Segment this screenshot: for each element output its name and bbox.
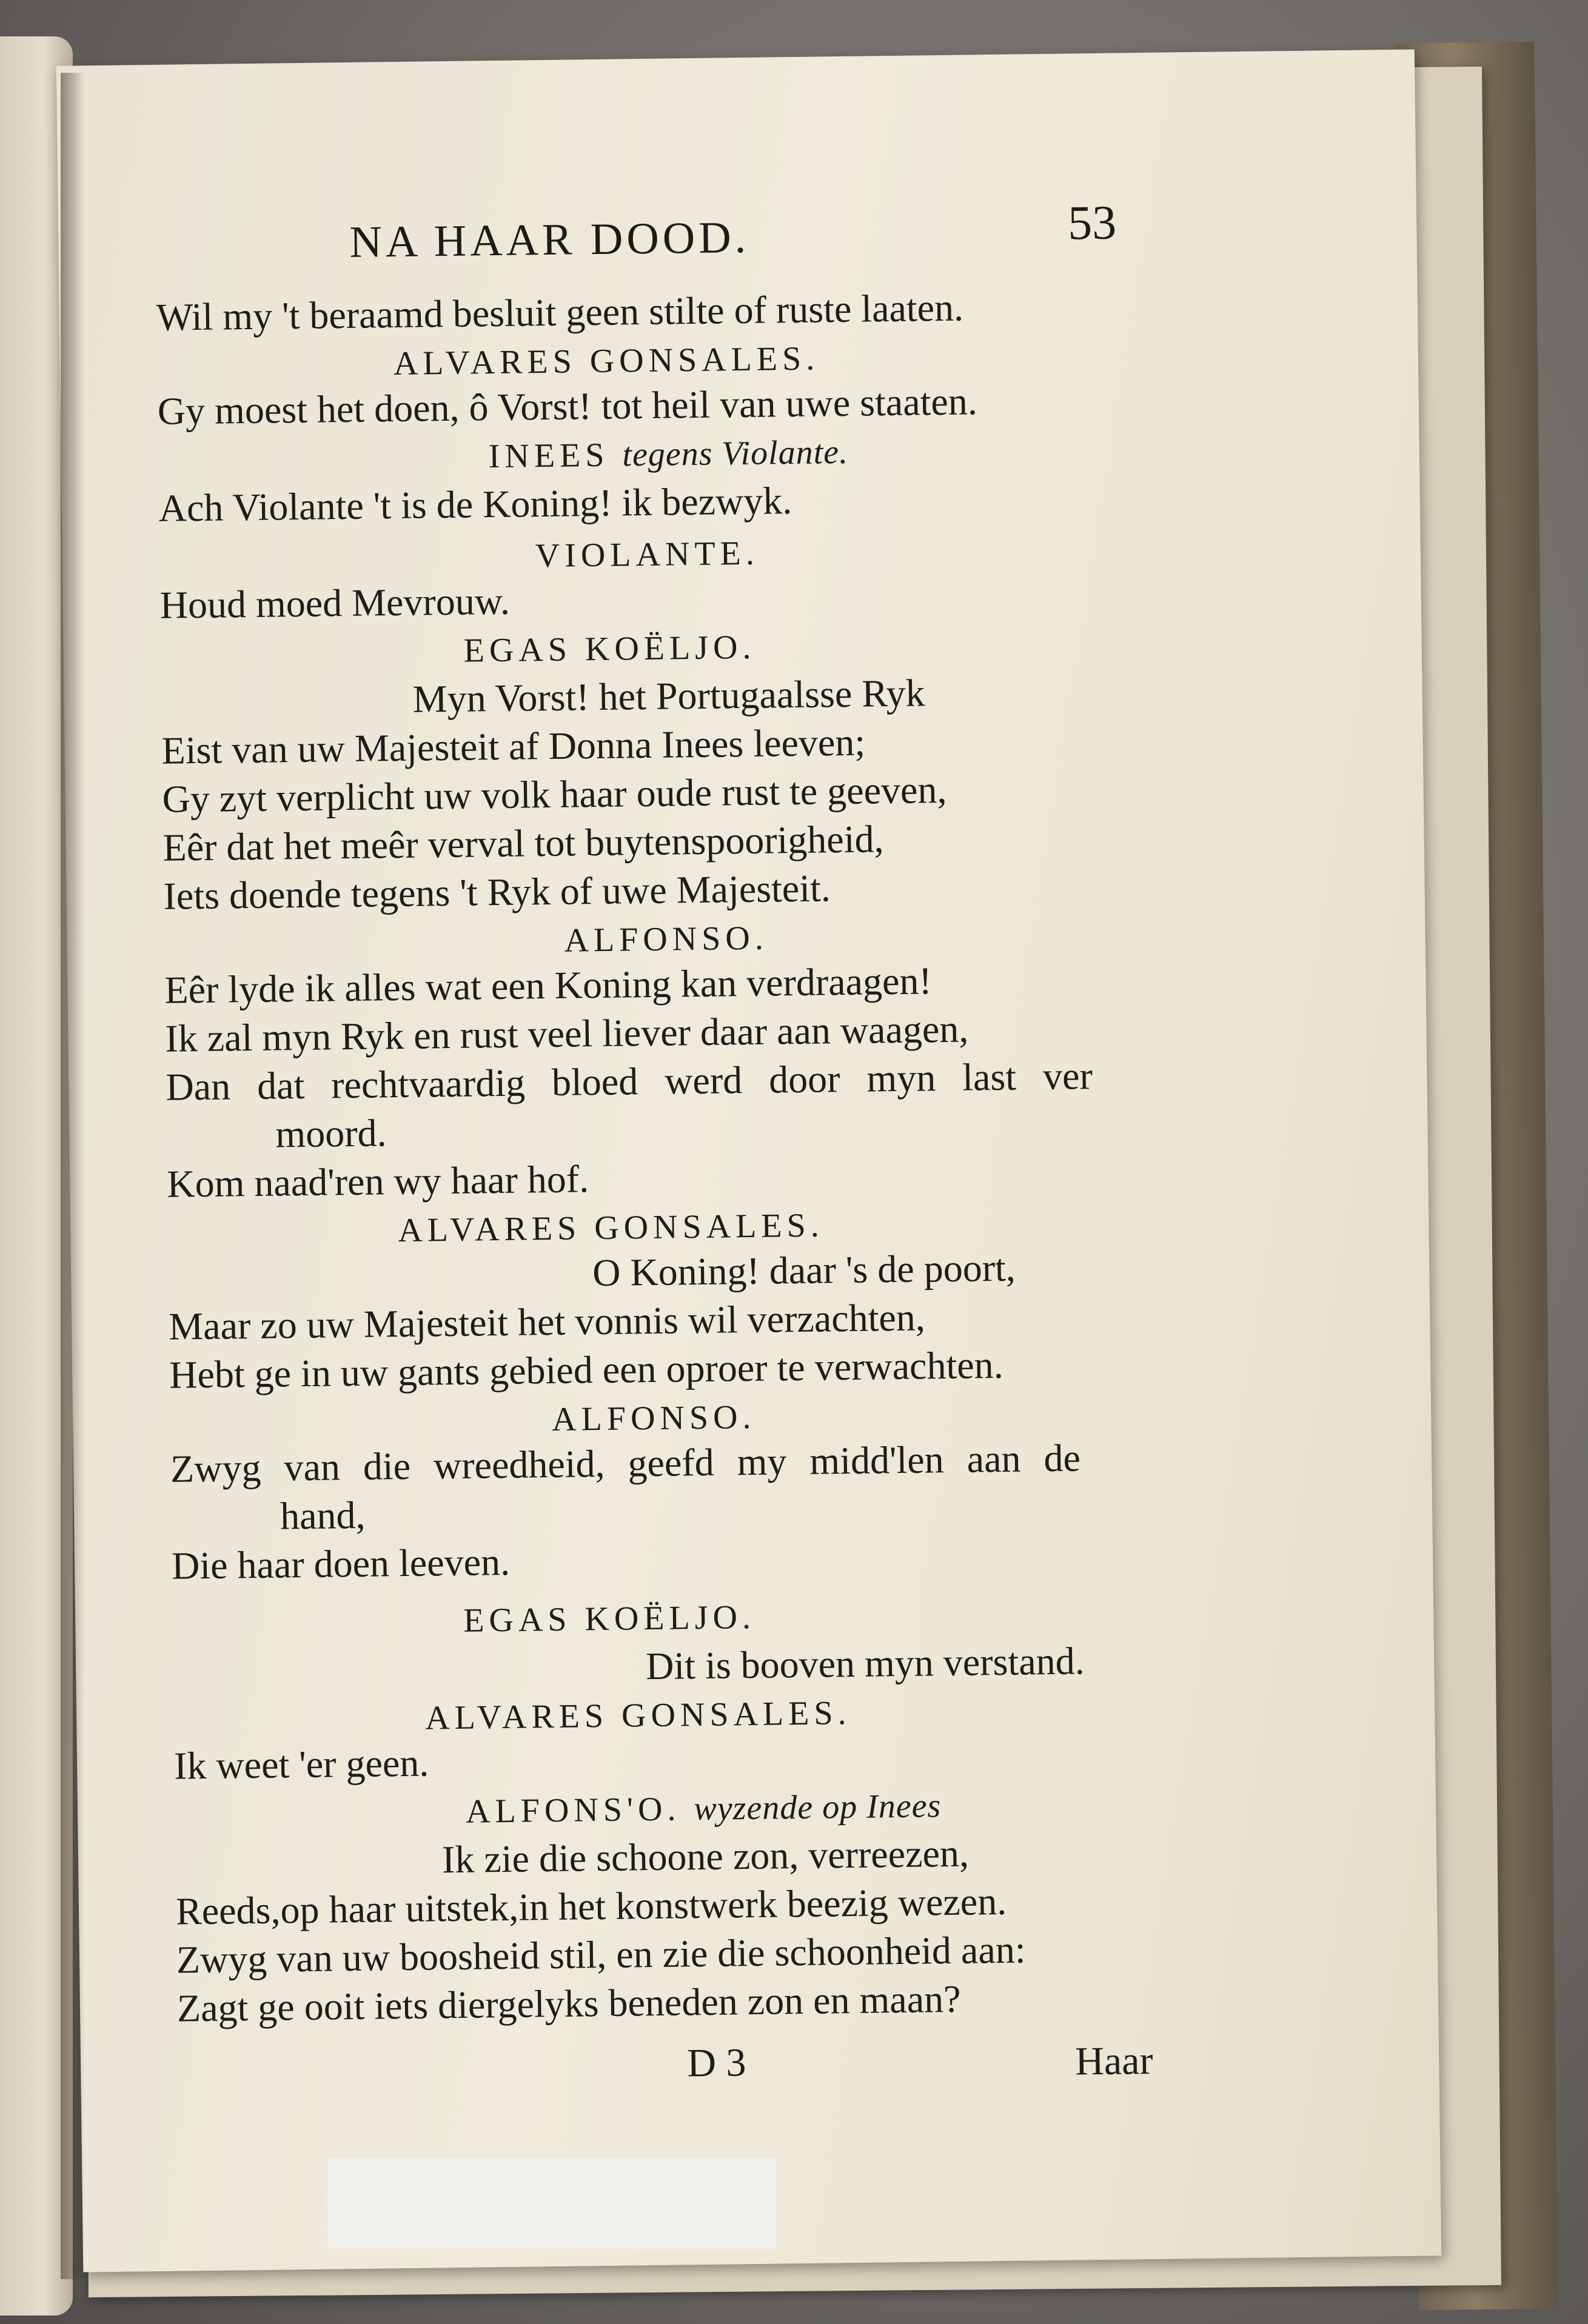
verse-line: Eêr dat het meêr verval tot buytenspoorigheid, xyxy=(162,817,884,869)
speaker-heading: ALVARES GONSALES. xyxy=(393,339,820,383)
spine-shadow xyxy=(61,73,85,2279)
verse-line: Zwyg van uw boosheid stil, en zie die schoonheid aan: xyxy=(176,1928,1026,1982)
verse-line: Gy zyt verplicht uw volk haar oude rust te geeven, xyxy=(162,767,947,821)
speaker-heading: ALVARES GONSALES. xyxy=(397,1206,825,1250)
redaction-patch xyxy=(327,2158,776,2249)
verse-line: Dit is booven myn verstand. xyxy=(645,1639,1085,1688)
verse-line: Houd moed Mevrouw. xyxy=(159,579,511,627)
speaker-name: INEES xyxy=(488,436,609,476)
verse-line: Zagt ge ooit iets diergelyks beneden zon en maan? xyxy=(176,1977,961,2030)
verse-line: Eêr lyde ik alles wat een Koning kan verdraagen! xyxy=(164,959,933,1012)
verse-line: Eist van uw Majesteit af Donna Inees leeven; xyxy=(161,720,866,772)
speaker-name: ALFONS'O. xyxy=(465,1790,681,1831)
speaker-heading xyxy=(466,1789,942,1829)
speaker-heading: ALFONSO. xyxy=(551,1398,756,1438)
stage-direction: wyzende op Inees xyxy=(694,1787,942,1828)
verse-line: Dan dat rechtvaardig bloed werd door myn last ver xyxy=(166,1054,1093,1109)
speaker-heading: ALFONSO. xyxy=(564,919,769,960)
verse-line: moord. xyxy=(275,1111,387,1156)
verse-line: Wil my 't beraamd besluit geen stilte of ruste laaten. xyxy=(156,285,964,339)
verse-line: Ik zal myn Ryk en rust veel liever daar aan waagen, xyxy=(165,1007,969,1060)
verse-line: O Koning! daar 's de poort, xyxy=(592,1246,1016,1295)
stage-direction: tegens Violante. xyxy=(622,433,849,474)
verse-line: Hebt ge in uw gants gebied een oproer te verwachten. xyxy=(169,1343,1004,1397)
book-page xyxy=(56,49,1441,2272)
running-title: NA HAAR DOOD. xyxy=(349,212,750,267)
verse-line: Reeds,op haar uitstek,in het konstwerk beezig wezen. xyxy=(175,1879,1007,1933)
verse-line: Maar zo uw Majesteit het vonnis wil verzachten, xyxy=(168,1295,926,1348)
verse-line: Ach Violante 't is de Koning! ik bezwyk. xyxy=(158,479,792,530)
verse-line: Die haar doen leeven. xyxy=(171,1540,511,1588)
verse-line: Myn Vorst! het Portugaalsse Ryk xyxy=(412,671,925,721)
speaker-heading: VIOLANTE. xyxy=(535,534,760,575)
speaker-heading: EGAS KOËLJO. xyxy=(463,1598,756,1640)
verse-line: hand, xyxy=(280,1493,366,1538)
verse-line: Iets doende tegens 't Ryk of uwe Majesteit. xyxy=(163,866,831,918)
speaker-heading: EGAS KOËLJO. xyxy=(463,628,756,670)
verse-line: Zwyg van die wreedheid, geefd my midd'len aan de xyxy=(170,1436,1081,1491)
verse-line: Ik weet 'er geen. xyxy=(173,1741,429,1788)
signature-mark: D 3 xyxy=(686,2040,746,2086)
page-number: 53 xyxy=(1067,196,1117,250)
verse-line: Kom naad'ren wy haar hof. xyxy=(166,1157,589,1206)
speaker-heading xyxy=(488,433,849,476)
catchword: Haar xyxy=(1074,2038,1153,2084)
verse-line: Ik zie die schoone zon, verreezen, xyxy=(441,1831,970,1882)
verse-line: Gy moest het doen, ô Vorst! tot heil van uwe staaten. xyxy=(157,379,978,433)
speaker-heading: ALVARES GONSALES. xyxy=(424,1694,851,1737)
